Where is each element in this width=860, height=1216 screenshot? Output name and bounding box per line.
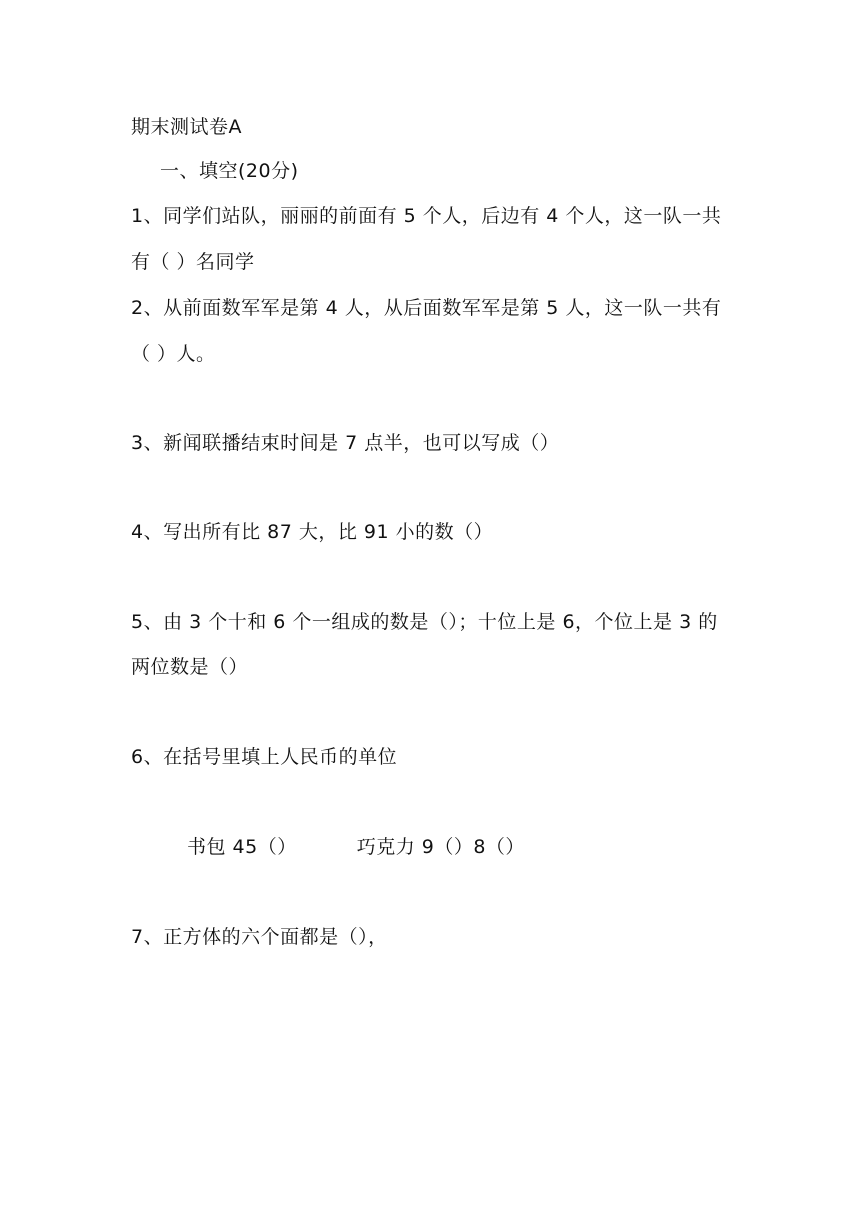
question-6-line-1: 6、在括号里填上人民币的单位 bbox=[131, 746, 398, 768]
question-3-line-1: 3、新闻联播结束时间是 7 点半，也可以写成（） bbox=[131, 432, 560, 454]
question-5-line-1: 5、由 3 个十和 6 个一组成的数是（）；十位上是 6，个位上是 3 的 bbox=[131, 611, 718, 633]
question-5-line-2: 两位数是（） bbox=[131, 656, 249, 678]
question-6-items bbox=[187, 834, 525, 860]
question-1-line-1: 1、同学们站队，丽丽的前面有 5 个人，后边有 4 个人，这一队一共 bbox=[131, 205, 722, 227]
question-6-item-chocolate: 巧克力 9（）8（） bbox=[356, 836, 525, 858]
question-7-line-1: 7、正方体的六个面都是（）， bbox=[131, 926, 388, 948]
question-1-line-2: 有（ ）名同学 bbox=[131, 251, 255, 273]
question-2-line-1: 2、从前面数军军是第 4 人，从后面数军军是第 5 人，这一队一共有 bbox=[131, 297, 722, 319]
document-title: 期末测试卷A bbox=[131, 116, 242, 138]
question-6-item-schoolbag: 书包 45（） bbox=[187, 836, 297, 858]
section-heading: 一、填空(20分) bbox=[160, 160, 299, 182]
question-4-line-1: 4、写出所有比 87 大，比 91 小的数（） bbox=[131, 521, 494, 543]
question-2-line-2: （ ）人。 bbox=[131, 343, 216, 365]
